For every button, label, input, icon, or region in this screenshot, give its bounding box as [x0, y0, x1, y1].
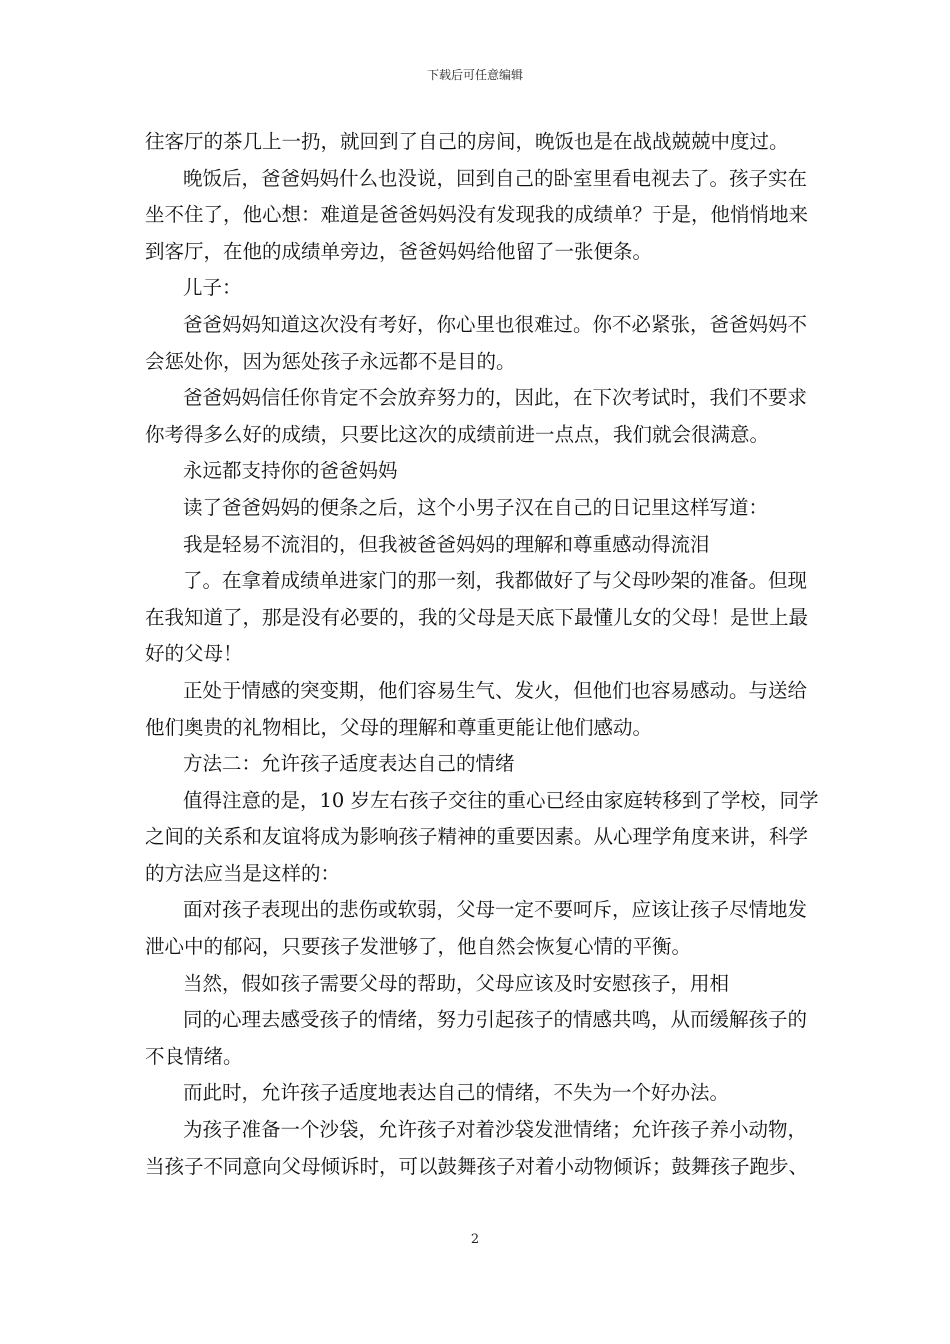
text-line: 当孩子不同意向父母倾诉时，可以鼓舞孩子对着小动物倾诉；鼓舞孩子跑步、: [145, 1154, 809, 1178]
text-line: 往客厅的茶几上一扔，就回到了自己的房间，晚饭也是在战战兢兢中度过。: [145, 130, 789, 153]
body-text: [145, 124, 819, 1185]
text-line: 不良情绪。: [145, 1044, 243, 1068]
text-line: 在我知道了，那是没有必要的，我的父母是天底下最懂儿女的父母！是世上最: [145, 605, 809, 629]
text-line: 你考得多么好的成绩，只要比这次的成绩前进一点点，我们就会很满意。: [145, 422, 770, 446]
text-line: 方法二：允许孩子适度表达自己的情绪: [183, 752, 515, 776]
text-line: 他们奥贵的礼物相比，父母的理解和尊重更能让他们感动。: [145, 715, 653, 739]
text-line: 的方法应当是这样的：: [145, 861, 341, 885]
text-line: 儿子：: [183, 276, 242, 300]
text-line: 永远都支持你的爸爸妈妈: [183, 459, 398, 483]
text-line: 而此时，允许孩子适度地表达自己的情绪，不失为一个好办法。: [183, 1081, 730, 1105]
text-line: 之间的关系和友谊将成为影响孩子精神的重要因素。从心理学角度来讲，科学: [145, 825, 809, 849]
text-line: 为孩子准备一个沙袋，允许孩子对着沙袋发泄情绪；允许孩子养小动物，: [183, 1118, 808, 1142]
text-line: 爸爸妈妈信任你肯定不会放弃努力的，因此，在下次考试时，我们不要求: [183, 386, 808, 410]
text-line: 泄心中的郁闷，只要孩子发泄够了，他自然会恢复心情的平衡。: [145, 935, 692, 959]
text-line: 坐不住了，他心想：难道是爸爸妈妈没有发现我的成绩单？于是，他悄悄地来: [145, 203, 809, 227]
text-line: 当然，假如孩子需要父母的帮助，父母应该及时安慰孩子，用相: [183, 971, 730, 995]
text-line: 正处于情感的突变期，他们容易生气、发火，但他们也容易感动。与送给: [183, 678, 808, 702]
page-header: 下载后可任意编辑: [426, 68, 523, 82]
text-line: 同的心理去感受孩子的情绪，努力引起孩子的情感共鸣，从而缓解孩子的: [183, 1008, 808, 1032]
text-line: 面对孩子表现出的悲伤或软弱，父母一定不要呵斥，应该让孩子尽情地发: [183, 898, 808, 922]
text-line: 好的父母！: [145, 642, 243, 666]
text-line: 会惩处你，因为惩处孩子永远都不是目的。: [145, 349, 516, 373]
text-line: 到客厅，在他的成绩单旁边，爸爸妈妈给他留了一张便条。: [145, 239, 653, 263]
text-line: 晚饭后，爸爸妈妈什么也没说，回到自己的卧室里看电视去了。孩子实在: [183, 166, 808, 190]
text-line: 爸爸妈妈知道这次没有考好，你心里也很难过。你不必紧张，爸爸妈妈不: [183, 312, 808, 336]
text-line: 我是轻易不流泪的，但我被爸爸妈妈的理解和尊重感动得流泪: [183, 532, 710, 556]
page-number: 2: [470, 1232, 480, 1247]
text-line: 读了爸爸妈妈的便条之后，这个小男子汉在自己的日记里这样写道：: [183, 495, 769, 519]
text-line: 值得注意的是，10 岁左右孩子交往的重心已经由家庭转移到了学校，同学: [183, 788, 819, 812]
text-line: 了。在拿着成绩单进家门的那一刻，我都做好了与父母吵架的准备。但现: [183, 569, 808, 593]
